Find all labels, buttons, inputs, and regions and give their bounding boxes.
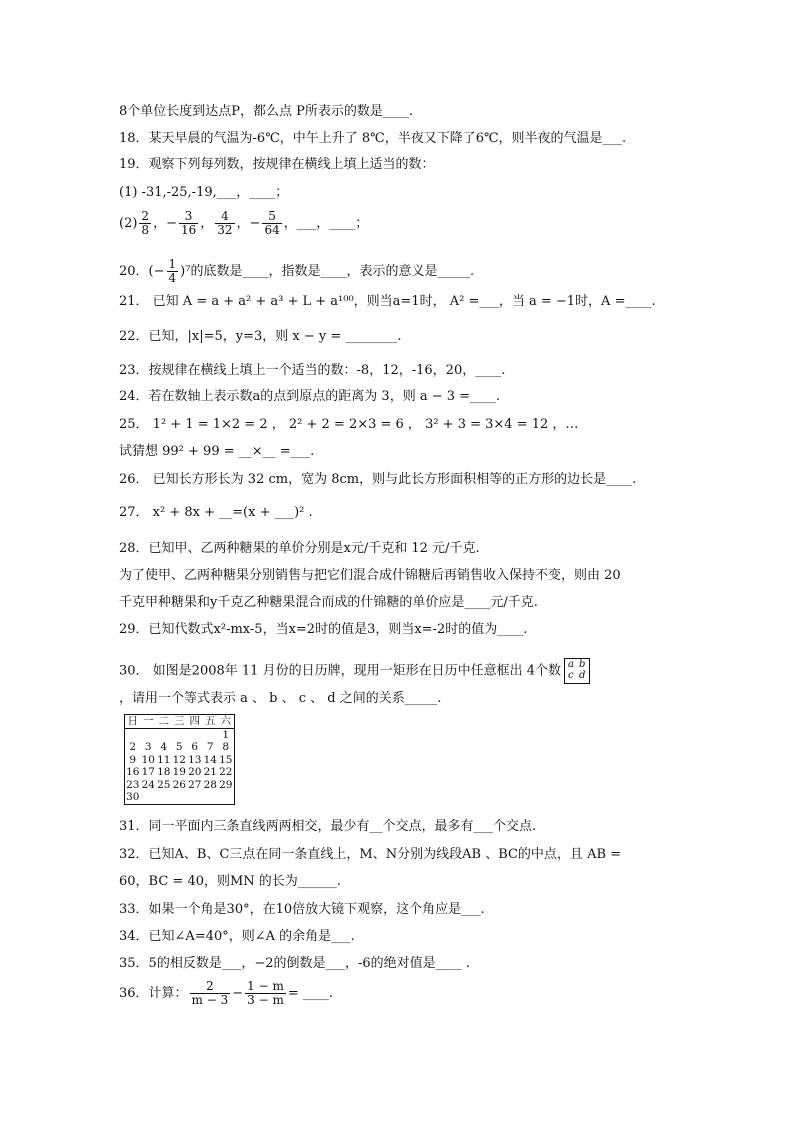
calendar-row <box>125 741 235 754</box>
calendar-day: 11 <box>157 753 171 766</box>
calendar-day: 20 <box>188 766 202 779</box>
calendar-day: 27 <box>188 778 202 791</box>
question-25-line2: 试猜想 99² + 99 = __×__ =___. <box>119 444 315 459</box>
calendar-header-cell: 一 <box>141 715 157 729</box>
q19-fraction-4: $\frac{5}{64}$ <box>264 209 280 237</box>
calendar-row <box>125 754 235 767</box>
question-19-line2: (2) $\frac{2}{8}$ ，− $\frac{3}{16}$ ， $\frac{4}{32}$ ，− $\frac{5}{64}$ ，___，____； <box>119 209 369 237</box>
calendar-day: 24 <box>141 778 155 791</box>
calendar-day <box>172 728 188 741</box>
calendar-day <box>203 728 219 741</box>
calendar-day: 26 <box>172 778 186 791</box>
calendar-day: 16 <box>126 766 140 779</box>
question-28-line1: 28．已知甲、乙两种糖果的单价分别是x元/千克和 12 元/千克. <box>119 541 480 556</box>
q20-fraction: $\frac{1}{4}$ <box>168 257 177 285</box>
calendar-day <box>156 791 172 804</box>
q19-fraction-2: $\frac{3}{16}$ <box>180 209 197 237</box>
question-28-line2: 为了使甲、乙两种糖果分别销售与把它们混合成什锦糖后再销售收入保持不变，则由 20 <box>119 568 621 583</box>
calendar-day: 2 <box>129 741 137 754</box>
calendar-day <box>187 791 203 804</box>
question-27: 27． x² + 8x + __=(x + ___)² . <box>119 505 313 520</box>
calendar-row <box>125 779 235 792</box>
question-25-line1: 25． 1² + 1 = 1×2 = 2 ， 2² + 2 = 2×3 = 6 ， 3² + 3 = 3×4 = 12 ，… <box>119 417 579 432</box>
calendar-day: 23 <box>126 778 140 791</box>
calendar-row <box>125 791 235 804</box>
question-21: 21． 已知 A = a + a² + a³ + L + a¹⁰⁰，则当a=1时， A² =___，当 a = −1时，A =____. <box>119 294 656 309</box>
calendar-day: 8 <box>222 741 230 754</box>
q36-fraction-1: $\frac{2}{m - 3}$ <box>191 979 229 1007</box>
q36-fraction-2: $\frac{1 - m}{3 - m}$ <box>247 979 284 1007</box>
question-20: 20．(− $\frac{1}{4}$ )⁷的底数是____，指数是____，表示的意义是_____. <box>119 257 475 285</box>
calendar-day: 12 <box>172 753 186 766</box>
question-32-line2: 60，BC = 40，则MN 的长为______. <box>119 874 341 889</box>
calendar-day: 15 <box>219 753 233 766</box>
question-30-line1: 30． 如图是2008年 11 月份的日历牌，现用一矩形在日历中任意框出 4个数 a b c d <box>119 658 590 684</box>
calendar-day: 30 <box>126 791 140 804</box>
calendar-day: 18 <box>157 766 171 779</box>
calendar-day: 5 <box>175 741 183 754</box>
q19-fraction-3: $\frac{4}{32}$ <box>217 209 233 237</box>
calendar-row <box>125 766 235 779</box>
question-34: 34．已知∠A=40°，则∠A 的余角是___. <box>119 929 355 944</box>
question-32-line1: 32．已知A、B、C三点在同一条直线上，M、N分别为线段AB 、BC的中点，且 AB = <box>119 847 622 862</box>
calendar-header-cell: 六 <box>218 715 234 729</box>
question-33: 33．如果一个角是30°，在10倍放大镜下观察，这个角应是___. <box>119 902 485 917</box>
calendar-header-cell: 二 <box>156 715 172 729</box>
calendar-day: 28 <box>203 778 217 791</box>
calendar-day: 3 <box>144 741 152 754</box>
question-19-line1: (1) -31,-25,-19,___，____； <box>119 185 289 200</box>
question-23: 23．按规律在横线上填上一个适当的数：-8，12，-16，20，____. <box>119 363 506 378</box>
calendar-day: 6 <box>191 741 199 754</box>
calendar-row <box>125 728 235 741</box>
calendar-header-row <box>125 715 235 729</box>
q19-fraction-1: $\frac{2}{8}$ <box>141 209 150 237</box>
calendar-body <box>125 728 235 804</box>
question-18: 18．某天早晨的气温为-6℃，中午上升了 8℃，半夜又下降了6℃，则半夜的气温是___. <box>119 131 627 146</box>
question-19-stem: 19．观察下列每列数，按规律在横线上填上适当的数： <box>119 157 435 172</box>
calendar-day: 9 <box>129 753 137 766</box>
calendar-day <box>187 728 203 741</box>
question-35: 35．5的相反数是___，−2的倒数是___，-6的绝对值是____ . <box>119 956 470 971</box>
question-30-line2: ，请用一个等式表示 a 、 b 、 c 、 d 之间的关系_____. <box>119 691 442 706</box>
question-28-line3: 千克甲种糖果和y千克乙种糖果混合而成的什锦糖的单价应是____元/千克. <box>119 595 538 610</box>
calendar-day: 13 <box>188 753 202 766</box>
question-29: 29．已知代数式x²-mx-5，当x=2时的值是3，则当x=-2时的值为____. <box>119 622 528 637</box>
calendar-day: 22 <box>219 766 233 779</box>
question-24: 24．若在数轴上表示数a的点到原点的距离为 3，则 a − 3 =____. <box>119 389 501 404</box>
calendar-day: 7 <box>206 741 214 754</box>
calendar-day <box>125 728 141 741</box>
abcd-box: a b c d <box>564 658 590 684</box>
question-36: 36．计算： $\frac{2}{m - 3}$ − $\frac{1 - m}{3 - m}$ = ____. <box>119 979 334 1007</box>
calendar-table <box>124 714 235 805</box>
calendar-day <box>218 791 234 804</box>
calendar-header-cell: 日 <box>125 715 141 729</box>
calendar-day: 10 <box>141 753 155 766</box>
question-26: 26． 已知长方形长为 32 cm，宽为 8cm，则与此长方形面积相等的正方形的边长是____. <box>119 472 637 487</box>
question-31: 31．同一平面内三条直线两两相交，最少有__个交点，最多有___个交点. <box>119 819 537 834</box>
calendar-header-cell: 四 <box>187 715 203 729</box>
calendar-day: 25 <box>157 778 171 791</box>
q19-prefix: (2) <box>119 216 138 231</box>
calendar-day: 1 <box>222 728 230 741</box>
calendar-day <box>156 728 172 741</box>
q17-tail: 8个单位长度到达点P，都么点 P所表示的数是____. <box>119 104 414 119</box>
question-22: 22．已知，|x|=5，y=3，则 x − y = ________. <box>119 329 402 344</box>
calendar-day: 21 <box>203 766 217 779</box>
calendar-header-cell: 五 <box>203 715 219 729</box>
calendar-header-cell: 三 <box>172 715 188 729</box>
calendar-day <box>172 791 188 804</box>
calendar-day: 29 <box>219 778 233 791</box>
calendar-day <box>141 791 157 804</box>
calendar-day: 17 <box>141 766 155 779</box>
calendar-day: 4 <box>160 741 168 754</box>
calendar-day <box>141 728 157 741</box>
calendar-day <box>203 791 219 804</box>
calendar-day: 19 <box>172 766 186 779</box>
calendar-day: 14 <box>203 753 217 766</box>
